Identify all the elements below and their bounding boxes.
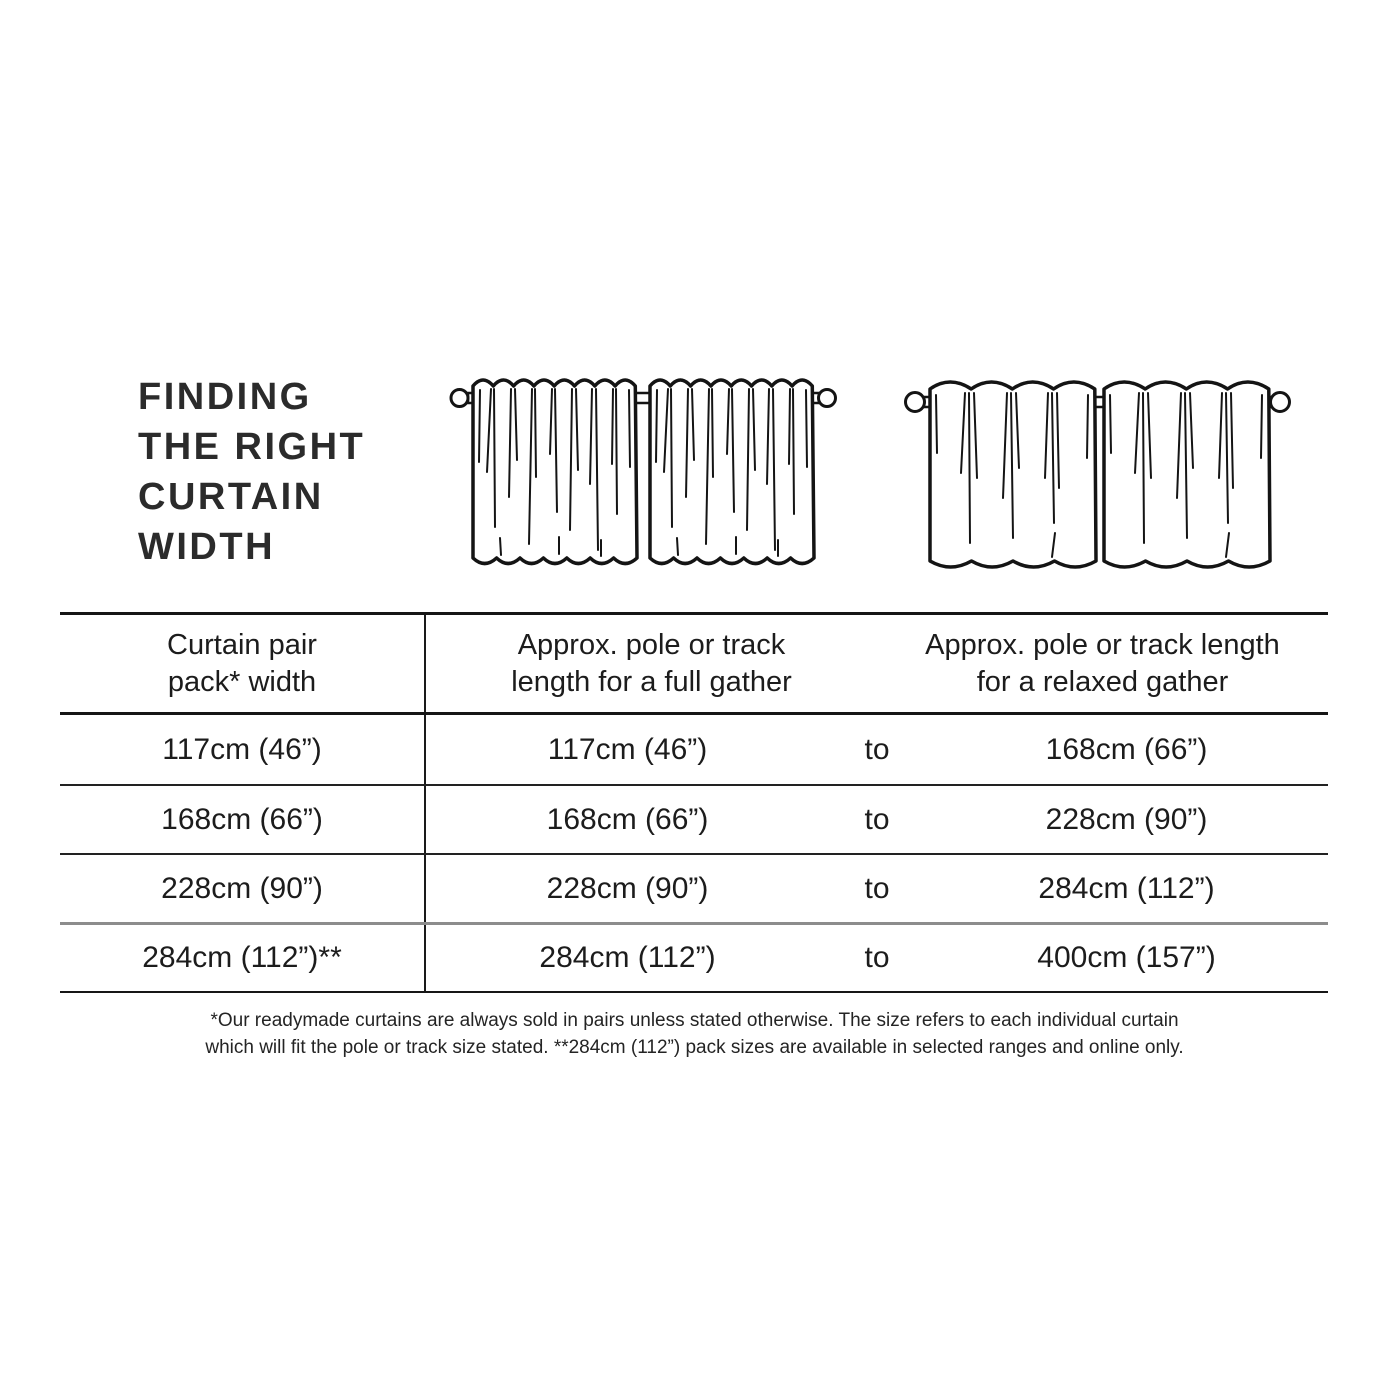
full-gather-value: 117cm (46”) [547,732,708,766]
size-table-header-row [60,615,1328,715]
page-title [138,372,365,572]
pack-width-value: 284cm (112”)** [60,925,426,991]
table-row [60,853,1328,922]
footnote [0,1007,1389,1061]
relaxed-gather-value: 400cm (157”) [1037,941,1216,974]
table-row [60,922,1328,991]
page-title-line: WIDTH [138,526,276,568]
pack-width-value: 168cm (66”) [60,786,426,853]
relaxed-gather-curtains-icon [902,373,1294,579]
full-gather-value: 284cm (112”) [539,941,716,974]
header-text: for a relaxed gather [976,665,1229,698]
full-gather-value: 168cm (66”) [546,802,709,836]
curtain-size-table [60,612,1328,993]
header-text: Curtain pair [167,628,317,661]
header-relaxed-gather [877,615,1328,712]
relaxed-gather-value: 284cm (112”) [1038,871,1215,905]
header-text: pack* width [167,665,317,698]
full-gather-value: 228cm (90”) [546,871,709,905]
page-title-line: CURTAIN [138,476,324,518]
range-connector: to [864,941,890,974]
header-text: Approx. pole or track [517,628,786,661]
table-row [60,715,1328,784]
page-title-line: FINDING [138,376,312,418]
pack-width-value: 117cm (46”) [60,715,426,784]
pack-width-value: 228cm (90”) [60,855,426,922]
relaxed-gather-value: 228cm (90”) [1045,802,1208,836]
full-gather-curtains-icon [449,372,839,578]
footnote-line: *Our readymade curtains are always sold in pairs unless stated otherwise. The size refers to each individual curtain [210,1010,1179,1031]
range-connector: to [864,802,890,836]
page-title-line: THE RIGHT [138,426,366,468]
header-pack-width [60,615,426,712]
footnote-line: which will fit the pole or track size stated. **284cm (112”) pack sizes are available in selected ranges and online only. [205,1037,1184,1058]
header-text: length for a full gather [511,665,792,698]
range-connector: to [864,732,890,766]
header-full-gather [426,615,877,712]
table-row [60,784,1328,853]
header-text: Approx. pole or track length [925,628,1280,661]
range-connector: to [864,871,890,905]
relaxed-gather-value: 168cm (66”) [1045,732,1208,766]
